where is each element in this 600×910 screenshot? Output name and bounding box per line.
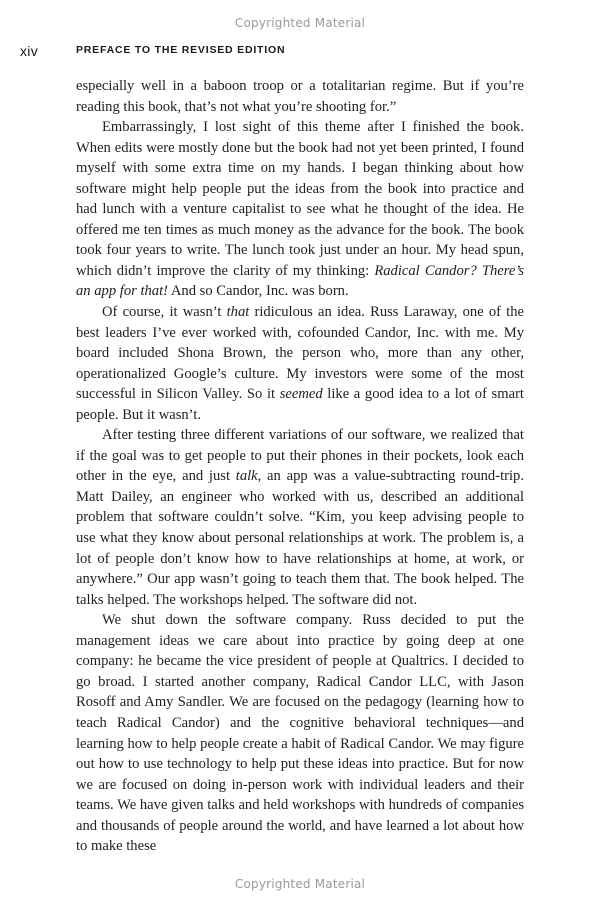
copyright-watermark-bottom: Copyrighted Material	[234, 877, 366, 891]
copyright-watermark-top: Copyrighted Material	[234, 16, 366, 30]
text-run: We shut down the software company. Russ decided to put the management ideas we care about into practice by going deep at one company: he became the vice president of people at Qualtrics. I decided to go broad. I started another company, Radical Candor LLC, with Jason Rosoff and Amy Sandler. We are focused on the pedagogy (learning how to teach Radical Candor) and the cognitive behavioral techniques—and learning how to help people create a habit of Radical Candor. We may figure out how to use technology to help put these ideas into practice. But for now we are focused on doing in-person work with individual leaders and their teams. We have given talks and held workshops with hundreds of companies and thousands of people around the world, and have learned a lot about how to make these	[76, 612, 524, 855]
running-head	[0, 43, 600, 59]
text-run: After testing three different variations of our software, we realized that if the goal was to get people to put their phones in their pockets, look each other in the eye, and just	[76, 427, 524, 485]
page-number: xiv	[20, 43, 39, 59]
italic-text: seemed	[279, 386, 323, 403]
italic-text: talk	[235, 468, 258, 485]
text-run: especially well in a baboon troop or a totalitarian regime. But if you’re reading this book, that’s not what you’re shooting for.”	[76, 78, 524, 115]
paragraph	[76, 76, 524, 117]
italic-text: Radical Candor? There’s an app for that!	[76, 262, 525, 300]
text-run: Of course, it wasn’t	[102, 304, 227, 321]
paragraph	[76, 117, 524, 302]
running-title: PREFACE TO THE REVISED EDITION	[76, 44, 286, 56]
italic-text: that	[226, 304, 250, 321]
text-run: ridiculous an idea. Russ Laraway, one of the best leaders I’ve ever worked with, cofounded Candor, Inc. with me. My board included Shona Brown, the person who, more than any other, operationalized Google’s culture. My investors were some of the most successful in Silicon Valley. So it	[76, 304, 524, 403]
paragraph	[76, 302, 524, 425]
text-run: , an app was a value-subtracting round-trip. Matt Dailey, an engineer who worked with us, described an additional problem that software couldn’t solve. “Kim, you keep advising people to use what they know about personal relationships at work. The problem is, a lot of people don’t know how to have relationships at home, at work, or anywhere.” Our app wasn’t going to teach them that. The book helped. The talks helped. The workshops helped. The software did not.	[76, 468, 524, 608]
paragraph	[76, 425, 524, 610]
text-run: like a good idea to a lot of smart people. But it wasn’t.	[76, 386, 524, 423]
text-run: And so Candor, Inc. was born.	[168, 283, 349, 300]
paragraph	[76, 610, 524, 857]
text-run: Embarrassingly, I lost sight of this theme after I finished the book. When edits were mostly done but the book had not yet been printed, I found myself with some extra time on my hands. I began thinking about how software might help people put the ideas from the book into practice and had lunch with a venture capitalist to see what he thought of the idea. He offered me ten times as much money as the advance for the book. The book took four years to write. The lunch took just under an hour. My head spun, which didn’t improve the clarity of my thinking:	[76, 119, 524, 279]
body-text	[76, 76, 524, 857]
